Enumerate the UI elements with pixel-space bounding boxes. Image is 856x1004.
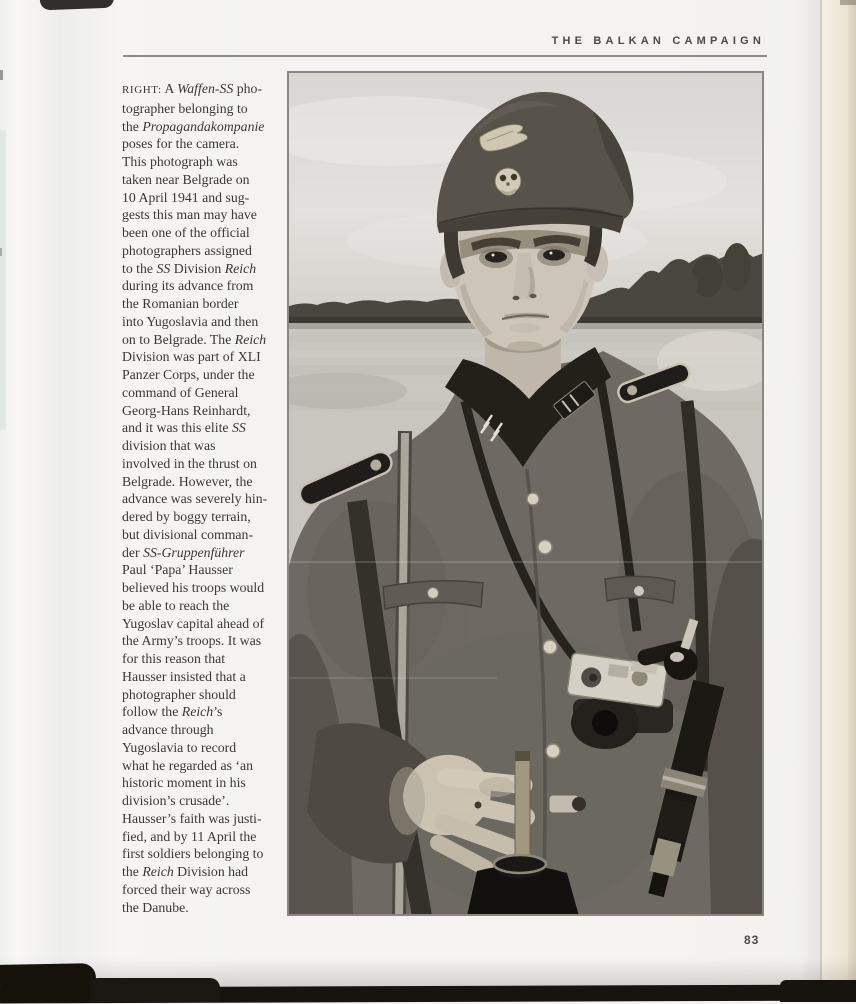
caption-line: poses for the camera. — [122, 136, 240, 152]
caption-line: involved in the thrust on — [122, 455, 257, 471]
caption-line: Yugoslav capital ahead of — [122, 615, 265, 631]
caption-line: first soldiers belonging to — [122, 846, 264, 862]
caption-line: dered by boggy terrain, — [122, 509, 251, 524]
caption-line: historic moment in his — [122, 775, 246, 791]
caption-line: Hausser insisted that a — [122, 668, 246, 684]
caption-line: the Danube. — [122, 899, 189, 915]
caption-line: tographer belonging to — [122, 100, 248, 116]
caption-line: command of General — [122, 384, 239, 400]
caption-line: photographers assigned — [122, 242, 252, 258]
scan-bottom-bump — [90, 978, 220, 1002]
caption-line: for this reason that — [122, 651, 226, 666]
caption-line: Hausser’s faith was justi- — [122, 810, 262, 826]
caption-line: advance was severely hin- — [122, 491, 268, 507]
caption-line: been one of the official — [122, 225, 250, 240]
scan-left-tick — [0, 70, 3, 80]
caption-line: division that was — [122, 438, 216, 453]
photo — [287, 71, 764, 916]
strap-bar — [515, 757, 530, 863]
caption-line: taken near Belgrade on — [122, 171, 250, 187]
caption-line: division’s crusade’. — [122, 793, 230, 808]
caption-line: be able to reach the — [122, 597, 230, 613]
caption-line: and it was this elite SS — [122, 420, 246, 436]
scan-bottom-right — [780, 980, 856, 1002]
caption-line: the Reich Division had — [122, 864, 249, 879]
photo-caption — [122, 80, 287, 916]
caption-line: the Romanian border — [122, 296, 239, 311]
soldier-photo — [287, 71, 764, 916]
caption-line: Division was part of XLI — [122, 349, 261, 365]
caption-line: the Propagandakompanie — [122, 118, 265, 134]
caption-line: during its advance from — [122, 278, 254, 294]
caption-line: the Army’s troops. It was — [122, 633, 262, 649]
caption-line: Yugoslavia to record — [122, 739, 237, 755]
caption-line: der SS-Gruppenführer — [122, 544, 245, 560]
caption-line: 10 April 1941 and sug- — [122, 189, 250, 205]
scan-left-edge-strip — [0, 130, 6, 430]
caption-line: what he regarded as ‘an — [122, 757, 254, 773]
caption-line: but divisional comman- — [122, 526, 254, 542]
page-curl-shadow — [798, 0, 820, 1000]
page-edge-far — [848, 0, 856, 1000]
caption-line: gests this man may have — [122, 207, 257, 223]
caption-line: This photograph was — [122, 154, 238, 169]
caption-line: advance through — [122, 722, 214, 737]
scan-seam-1 — [287, 561, 764, 563]
caption-line: Panzer Corps, under the — [122, 367, 255, 382]
caption-line: Belgrade. However, the — [122, 473, 253, 489]
scan-left-tick — [0, 248, 2, 256]
scan-bottom-blob-left — [0, 963, 96, 1003]
running-header: THE BALKAN CAMPAIGN — [551, 35, 765, 47]
caption-line: Georg-Hans Reinhardt, — [122, 402, 251, 418]
page-edge-cream — [822, 0, 848, 1000]
caption-line: fied, and by 11 April the — [122, 828, 257, 844]
caption-line: photographer should — [122, 686, 236, 702]
caption-line: believed his troops would — [122, 580, 265, 595]
caption-line: Paul ‘Papa’ Hausser — [122, 562, 233, 578]
caption-line: to the SS Division Reich — [122, 260, 257, 276]
caption-line: into Yugoslavia and then — [122, 313, 259, 329]
caption-line: RIGHT: A Waffen-SS pho- — [122, 81, 263, 96]
caption-line: on to Belgrade. The Reich — [122, 331, 267, 347]
header-rule — [123, 55, 767, 57]
scan-seam-2 — [287, 677, 497, 679]
caption-line: follow the Reich’s — [122, 704, 223, 720]
page-number: 83 — [744, 933, 760, 947]
scan-artifact-top-left — [40, 0, 114, 10]
caption-line: forced their way across — [122, 881, 251, 897]
scan-top-right-sliver — [840, 0, 856, 5]
